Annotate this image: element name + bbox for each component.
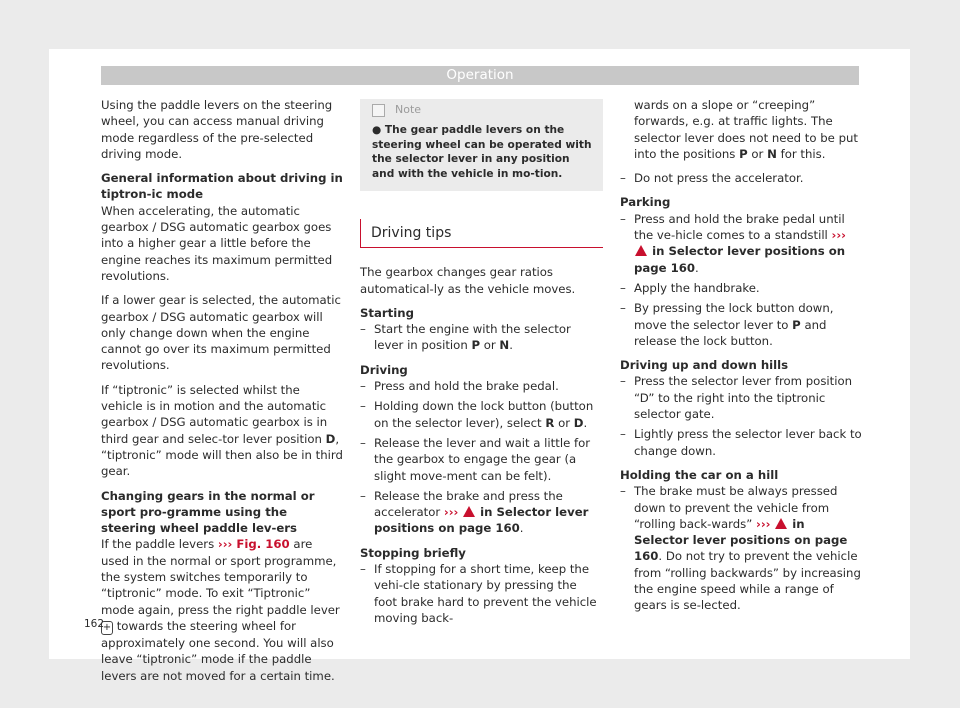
column-3 xyxy=(620,97,863,622)
paragraph: If a lower gear is selected, the automatic gearbox / DSG automatic gearbox will only change down when the engine cannot go over its maximum permitted revolutions. xyxy=(101,293,341,373)
list-item: – Release the lever and wait a little for the gearbox to engage the gear (a slight move-ment can be felt). xyxy=(360,435,603,484)
note-label: Note xyxy=(395,102,422,116)
list xyxy=(360,561,603,626)
list-item: – Apply the handbrake. xyxy=(620,280,863,296)
section-header: Operation xyxy=(101,66,859,85)
list-item: – If stopping for a short time, keep the vehi-cle stationary by pressing the foot brake hard to prevent the vehicle moving back- xyxy=(360,561,603,626)
subheading: Driving up and down hills xyxy=(620,358,789,373)
page-number: 162 xyxy=(84,618,105,630)
warning-icon xyxy=(635,245,647,256)
section-title: Driving tips xyxy=(360,219,603,248)
subheading: General information about driving in tiptron-ic mode xyxy=(101,171,343,202)
list xyxy=(620,483,863,613)
paragraph: wards on a slope or “creeping” forwards, e.g. at traffic lights. The selector lever does not need to be put into the positions P or N for this. xyxy=(634,98,858,161)
warning-icon xyxy=(775,518,787,529)
list-item: – Release the brake and press the accelerator ››› in Selector lever positions on page 160. xyxy=(360,488,603,537)
subheading: Driving xyxy=(360,362,408,377)
paragraph: If “tiptronic” is selected whilst the vehicle is in motion and the automatic gearbox / DSG automatic gearbox is in third gear and selec-tor lever position D, “tiptronic” mode will then also be in third gear. xyxy=(101,382,343,479)
list xyxy=(620,211,863,349)
subheading: Parking xyxy=(620,195,671,210)
plus-paddle-icon: + xyxy=(102,621,112,633)
list-item: – Press and hold the brake pedal until the ve-hicle comes to a standstill ››› in Selector lever positions on page 160. xyxy=(620,211,863,276)
column-1 xyxy=(101,97,343,692)
list-item: – Holding down the lock button (button on the selector lever), select R or D. xyxy=(360,398,603,431)
list-item: – Press the selector lever from position “D” to the right into the tiptronic selector gate. xyxy=(620,373,863,422)
note-box xyxy=(360,99,603,191)
paragraph: Using the paddle levers on the steering wheel, you can access manual driving mode regardless of the pre-selected driving mode. xyxy=(101,98,333,161)
list xyxy=(620,170,863,186)
paragraph: When accelerating, the automatic gearbox / DSG automatic gearbox goes into a higher gear a little before the engine reaches its maximum permitted revolutions. xyxy=(101,203,333,283)
subheading: Stopping briefly xyxy=(360,545,466,560)
note-icon xyxy=(372,104,385,117)
subheading: Changing gears in the normal or sport pro-gramme using the steering wheel paddle lev-ers xyxy=(101,488,315,536)
list xyxy=(620,373,863,458)
warning-icon xyxy=(463,506,475,517)
list-item: – The brake must be always pressed down to prevent the vehicle from “rolling back-wards” ››› in Selector lever positions on page 160. Do not try to prevent the vehicle from “rolling backwards” by increasing the engine speed while a range of gears is se-lected. xyxy=(620,483,863,613)
paragraph: If the paddle levers ››› Fig. 160 are used in the normal or sport programme, the system switches temporarily to “tiptronic” mode. To exit “Tiptronic” mode again, press the right paddle lever + towards the steering wheel for approximately one second. You will also leave “tiptronic” mode if the paddle levers are not moved for a certain time. xyxy=(101,537,340,683)
list-item: – Do not press the accelerator. xyxy=(620,170,863,186)
cross-ref-arrows: ››› xyxy=(217,537,233,552)
cross-ref-link[interactable]: in Selector lever positions on page 160 xyxy=(634,516,848,564)
list xyxy=(360,321,603,354)
column-2 xyxy=(360,97,603,634)
cross-ref-link[interactable]: in Selector lever positions on page 160 xyxy=(374,505,589,536)
list-item: – By pressing the lock button down, move the selector lever to P and release the lock button. xyxy=(620,300,863,349)
subheading: Starting xyxy=(360,305,414,320)
list xyxy=(360,378,603,537)
paragraph: The gearbox changes gear ratios automatical-ly as the vehicle moves. xyxy=(360,265,576,296)
figure-link[interactable]: Fig. 160 xyxy=(232,537,290,552)
note-text: ● The gear paddle levers on the steering wheel can be operated with the selector lever in any position and with the vehicle in mo-tion. xyxy=(372,124,592,180)
list-item: – Press and hold the brake pedal. xyxy=(360,378,603,394)
subheading: Holding the car on a hill xyxy=(620,467,779,482)
list-item: – Start the engine with the selector lever in position P or N. xyxy=(360,321,603,354)
cross-ref-link[interactable]: in Selector lever positions on page 160 xyxy=(634,244,846,275)
list-item: – Lightly press the selector lever back to change down. xyxy=(620,426,863,459)
